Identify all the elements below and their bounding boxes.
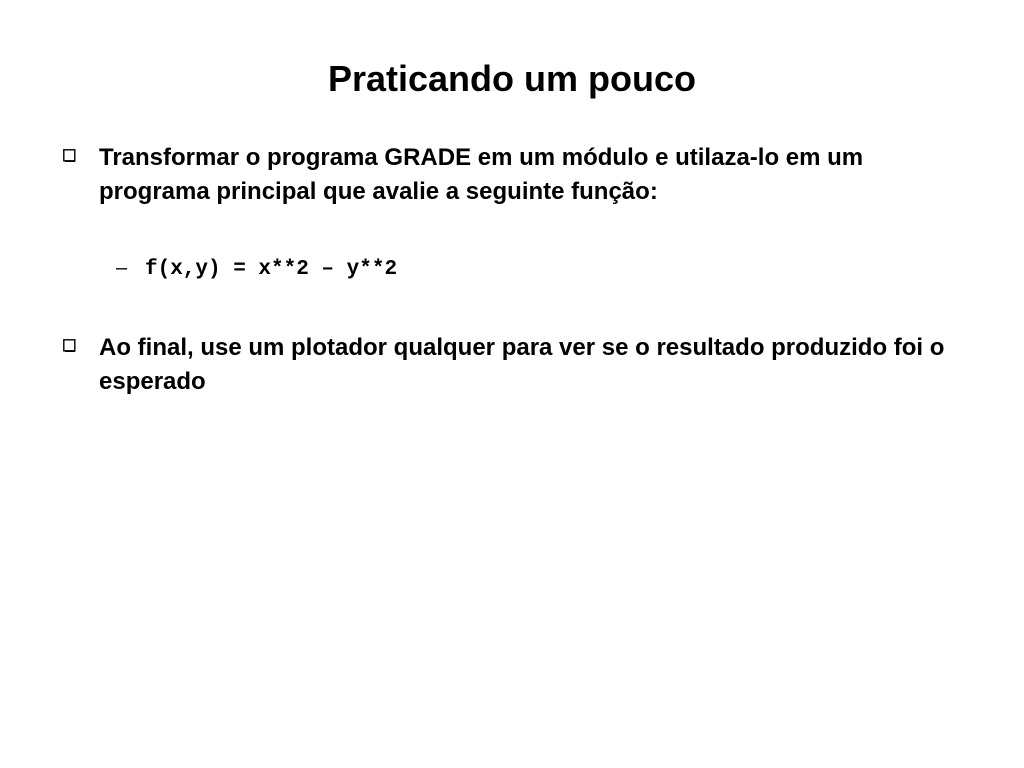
bullet-text: Transformar o programa GRADE em um módulo e utilaza-lo em um programa principal que avalie a seguinte função: xyxy=(99,144,864,205)
dash-marker: – xyxy=(116,257,128,279)
slide-title: Praticando um pouco xyxy=(327,58,697,99)
function-formula: f(x,y) = x**2 – y**2 xyxy=(145,258,398,281)
bullet-item xyxy=(63,141,963,209)
hollow-square-bullet-icon xyxy=(63,148,79,164)
bullet-item xyxy=(63,331,963,399)
bullet-text: Ao final, use um plotador qualquer para ver se o resultado produzido foi o esperado xyxy=(99,334,945,395)
hollow-square-bullet-icon xyxy=(63,338,79,354)
sub-bullet-item xyxy=(116,255,397,285)
